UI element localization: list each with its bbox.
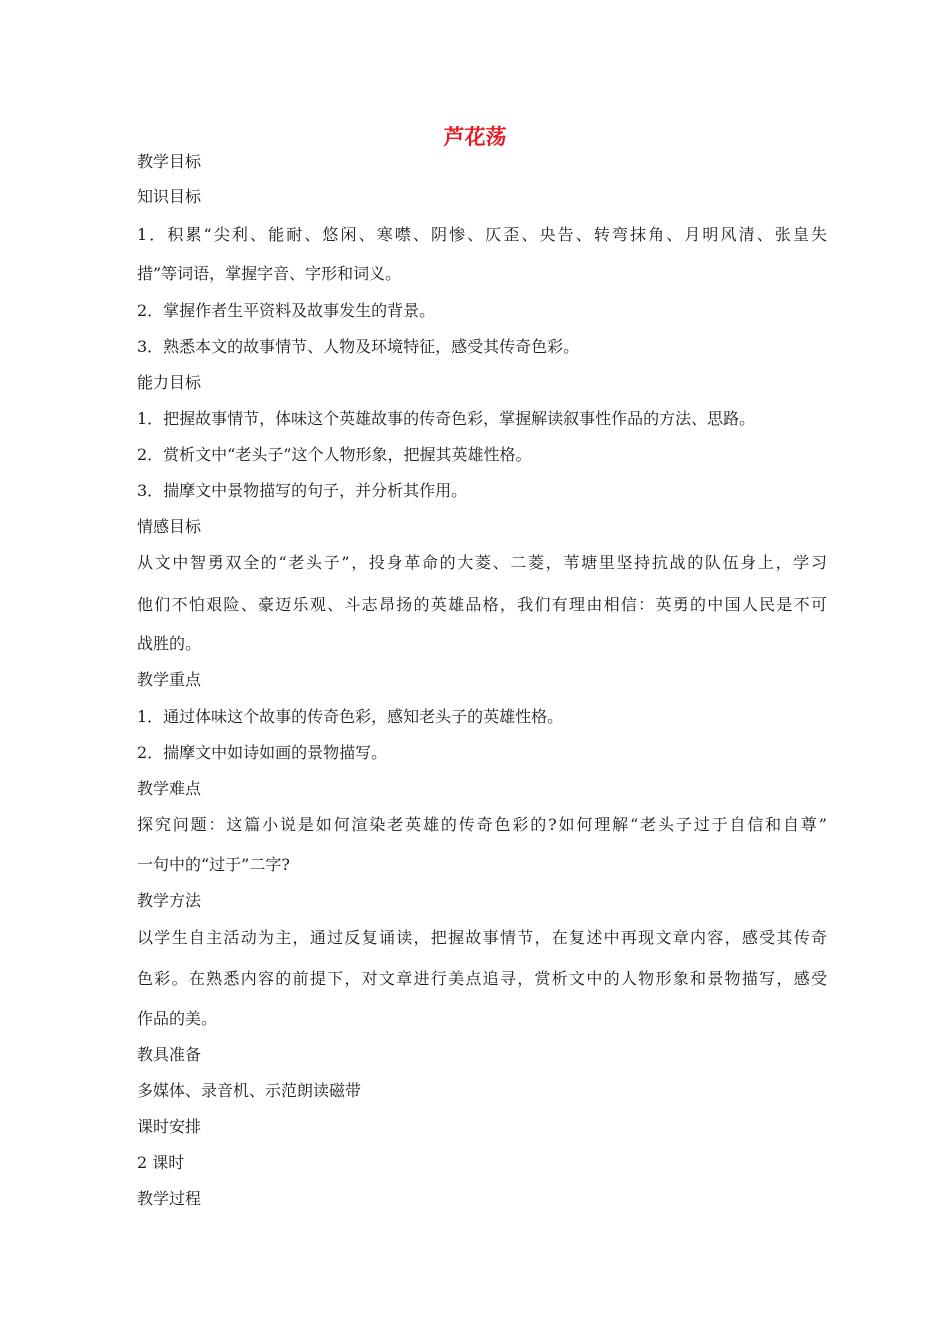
paragraph-line: 1．积累“尖利、能耐、悠闲、寒噤、阴惨、仄歪、央告、转弯抹角、月明风清、张皇失 [137, 225, 827, 244]
paragraph-line: 2 课时 [137, 1153, 185, 1172]
paragraph-line: 色彩。在熟悉内容的前提下，对文章进行美点追寻，赏析文中的人物形象和景物描写，感受 [137, 969, 827, 988]
paragraph-line: 一句中的“过于”二字? [137, 855, 290, 874]
heading-ability-goals: 能力目标 [137, 373, 202, 392]
heading-teaching-goals: 教学目标 [137, 152, 202, 171]
paragraph-line: 3．揣摩文中景物描写的句子，并分析其作用。 [137, 481, 468, 500]
heading-class-hours: 课时安排 [137, 1117, 202, 1136]
paragraph-line: 2．揣摩文中如诗如画的景物描写。 [137, 743, 388, 762]
paragraph-line: 作品的美。 [137, 1009, 218, 1028]
paragraph-line: 1．把握故事情节，体味这个英雄故事的传奇色彩，掌握解读叙事性作品的方法、思路。 [137, 409, 756, 428]
heading-knowledge-goals: 知识目标 [137, 187, 202, 206]
document-title: 芦花荡 [443, 125, 507, 149]
paragraph-line: 3．熟悉本文的故事情节、人物及环境特征，感受其传奇色彩。 [137, 337, 580, 356]
paragraph-line: 从文中智勇双全的“老头子”，投身革命的大菱、二菱，苇塘里坚持抗战的队伍身上，学习 [137, 553, 827, 572]
paragraph-line: 多媒体、录音机、示范朗读磁带 [137, 1081, 362, 1100]
paragraph-line: 2．赏析文中“老头子”这个人物形象，把握其英雄性格。 [137, 445, 532, 464]
heading-teaching-methods: 教学方法 [137, 891, 202, 910]
heading-difficult-points: 教学难点 [137, 779, 202, 798]
paragraph-line: 探究问题：这篇小说是如何渲染老英雄的传奇色彩的?如何理解“老头子过于自信和自尊” [137, 815, 827, 834]
paragraph-line: 措”等词语，掌握字音、字形和词义。 [137, 264, 402, 283]
paragraph-line: 战胜的。 [137, 634, 202, 653]
heading-teaching-process: 教学过程 [137, 1189, 202, 1208]
paragraph-line: 以学生自主活动为主，通过反复诵读，把握故事情节，在复述中再现文章内容，感受其传奇 [137, 928, 827, 947]
paragraph-line: 2．掌握作者生平资料及故事发生的背景。 [137, 301, 436, 320]
heading-teaching-aids: 教具准备 [137, 1045, 202, 1064]
paragraph-line: 他们不怕艰险、豪迈乐观、斗志昂扬的英雄品格，我们有理由相信：英勇的中国人民是不可 [137, 595, 827, 614]
heading-emotion-goals: 情感目标 [137, 517, 202, 536]
heading-key-points: 教学重点 [137, 670, 202, 689]
paragraph-line: 1．通过体味这个故事的传奇色彩，感知老头子的英雄性格。 [137, 707, 564, 726]
